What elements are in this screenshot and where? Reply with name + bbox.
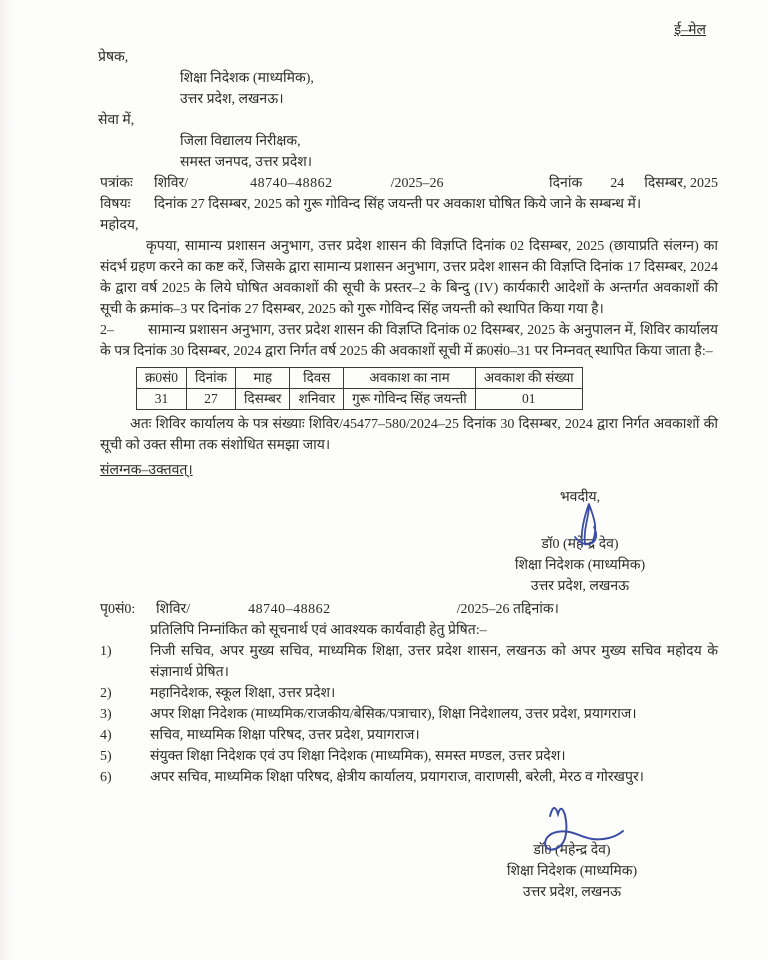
col-serial: क्र0सं0 bbox=[137, 368, 187, 389]
subject-text: दिनांक 27 दिसम्बर, 2025 को गुरू गोविन्द सिंह जयन्ती पर अवकाश घोषित किये जाने के सम्बन्ध में। bbox=[154, 197, 642, 212]
list-item bbox=[100, 683, 718, 704]
item-text: सचिव, माध्यमिक शिक्षा परिषद, उत्तर प्रदेश, प्रयागराज। bbox=[150, 728, 420, 743]
item-number: 5) bbox=[100, 749, 112, 764]
signatory-designation: शिक्षा निदेशक (माध्यमिक) bbox=[514, 558, 646, 573]
endorsement-office: शिविर/ bbox=[156, 602, 191, 617]
ref-office: शिविर/ bbox=[154, 176, 189, 191]
cell-holiday-name: गुरू गोविन्द सिंह जयन्ती bbox=[344, 389, 476, 410]
ref-year: /2025–26 bbox=[390, 176, 444, 191]
sender-label: प्रेषक, bbox=[98, 50, 129, 65]
email-label: ई–मेल bbox=[674, 23, 706, 38]
sender-line: उत्तर प्रदेश, लखनऊ। bbox=[180, 92, 284, 107]
item-number: 1) bbox=[100, 644, 112, 659]
salutation: महोदय, bbox=[100, 218, 139, 233]
list-item bbox=[100, 746, 718, 767]
signatory-designation: शिक्षा निदेशक (माध्यमिक) bbox=[506, 864, 638, 879]
recipient-line: समस्त जनपद, उत्तर प्रदेश। bbox=[180, 155, 313, 170]
date-day: 24 bbox=[610, 176, 625, 191]
reference-line bbox=[100, 173, 718, 194]
copy-recipient-list bbox=[100, 641, 718, 788]
item-text: अपर शिक्षा निदेशक (माध्यमिक/राजकीय/बेसिक/पत्राचार), शिक्षा निदेशालय, उत्तर प्रदेश, प्रयागराज। bbox=[150, 707, 637, 722]
endorsement-label: पृ0सं0: bbox=[100, 602, 136, 617]
signature-block-2 bbox=[452, 840, 692, 903]
recipient-line: जिला विद्यालय निरीक्षक, bbox=[180, 134, 301, 149]
recipient-address bbox=[180, 131, 718, 173]
col-holiday-count: अवकाश की संख्या bbox=[475, 368, 582, 389]
list-item bbox=[100, 767, 718, 788]
recipient-label: सेवा में, bbox=[98, 113, 135, 128]
item-text: अपर सचिव, माध्यमिक शिक्षा परिषद, क्षेत्रीय कार्यालय, प्रयागराज, वाराणसी, बरेली, मेरठ व गोरखपुर। bbox=[150, 770, 644, 785]
item-text: निजी सचिव, अपर मुख्य सचिव, माध्यमिक शिक्षा, उत्तर प्रदेश शासन, लखनऊ को अपर मुख्य सचिव महोदय के संज्ञानार्थ प्रेषित। bbox=[150, 644, 718, 680]
body-paragraph-2 bbox=[100, 320, 718, 362]
date-rest: दिसम्बर, 2025 bbox=[644, 176, 718, 191]
endorsement-number: 48740–48862 bbox=[248, 602, 331, 617]
item-number: 6) bbox=[100, 770, 112, 785]
cell-serial: 31 bbox=[137, 389, 187, 410]
endorsement-number-line bbox=[100, 599, 718, 620]
item-text: महानिदेशक, स्कूल शिक्षा, उत्तर प्रदेश। bbox=[150, 686, 336, 701]
sender-address bbox=[180, 68, 718, 110]
email-tag bbox=[100, 20, 706, 41]
body-paragraph-3: अतः शिविर कार्यालय के पत्र संख्याः शिविर/45477–580/2024–25 दिनांक 30 दिसम्बर, 2024 द्वारा निर्गत अवकाशों की सूची को उक्त सीमा तक संशोधित समझा जाय। bbox=[100, 417, 718, 453]
signatory-name: डॉ0 (महेन्द्र देव) bbox=[533, 843, 611, 858]
signature-block-1 bbox=[460, 487, 700, 597]
list-item bbox=[100, 725, 718, 746]
col-day: दिवस bbox=[290, 368, 344, 389]
col-date: दिनांक bbox=[187, 368, 236, 389]
table-header-row bbox=[137, 368, 583, 389]
date-label: दिनांक bbox=[548, 176, 583, 191]
enclosure-note: संलग्नक–उक्तवत्। bbox=[100, 463, 193, 478]
item-number: 3) bbox=[100, 707, 112, 722]
cell-holiday-count: 01 bbox=[475, 389, 582, 410]
subject-label: विषयः bbox=[100, 197, 131, 212]
signatory-name: डॉ0 (महेन्द्र देव) bbox=[541, 537, 619, 552]
sender-line: शिक्षा निदेशक (माध्यमिक), bbox=[180, 71, 314, 86]
signatory-place: उत्तर प्रदेश, लखनऊ bbox=[522, 885, 622, 900]
endorsement-year: /2025–26 तद्दिनांक। bbox=[456, 602, 559, 617]
cell-date: 27 bbox=[187, 389, 236, 410]
cell-month: दिसम्बर bbox=[236, 389, 290, 410]
list-item bbox=[100, 704, 718, 725]
signatory-place: उत्तर प्रदेश, लखनऊ bbox=[530, 579, 630, 594]
table-row bbox=[137, 389, 583, 410]
subject-line bbox=[100, 194, 718, 215]
list-item bbox=[100, 641, 718, 683]
holiday-table bbox=[136, 367, 583, 410]
copy-forward-line: प्रतिलिपि निम्नांकित को सूचनार्थ एवं आवश्यक कार्यवाही हेतु प्रेषित:– bbox=[150, 623, 487, 638]
item-text: संयुक्त शिक्षा निदेशक एवं उप शिक्षा निदेशक (माध्यमिक), समस्त मण्डल, उत्तर प्रदेश। bbox=[150, 749, 566, 764]
paragraph-number: 2– bbox=[100, 323, 114, 338]
ref-number: 48740–48862 bbox=[250, 176, 333, 191]
col-holiday-name: अवकाश का नाम bbox=[344, 368, 476, 389]
body-paragraph-1: कृपया, सामान्य प्रशासन अनुभाग, उत्तर प्रदेश शासन की विज्ञप्ति दिनांक 02 दिसम्बर, 2025 (छायाप्रति संलग्न) का संदर्भ ग्रहण करने का कष्ट करें, जिसके द्वारा सामान्य प्रशासन अनुभाग, उत्तर प्रदेश शासन की विज्ञप्ति दिनांक 17 दिसम्बर, 2024 के द्वारा वर्ष 2025 के लिये घोषित अवकाशों की सूची के प्रस्तर–2 के बिन्दु (IV) कार्यकारी आदेशों के अन्तर्गत अवकाशों की सूची के क्रमांक–3 पर दिनांक 27 दिसम्बर, 2025 को गुरू गोविन्द सिंह जयन्ती को स्थापित किया गया है। bbox=[100, 239, 718, 317]
cell-day: शनिवार bbox=[290, 389, 344, 410]
col-month: माह bbox=[236, 368, 290, 389]
item-number: 2) bbox=[100, 686, 112, 701]
item-number: 4) bbox=[100, 728, 112, 743]
closing-word: भवदीय, bbox=[559, 490, 601, 505]
ref-label: पत्रांकः bbox=[100, 176, 133, 191]
paragraph-text: सामान्य प्रशासन अनुभाग, उत्तर प्रदेश शासन की विज्ञप्ति दिनांक 02 दिसम्बर, 2025 के अनुपालन में, शिविर कार्यालय के पत्र दिनांक 30 दिसम्बर, 2024 द्वारा निर्गत वर्ष 2025 की अवकाशों सूची में क्र0सं0–31 पर निम्नवत् स्थापित किया जाता है:– bbox=[100, 323, 718, 359]
